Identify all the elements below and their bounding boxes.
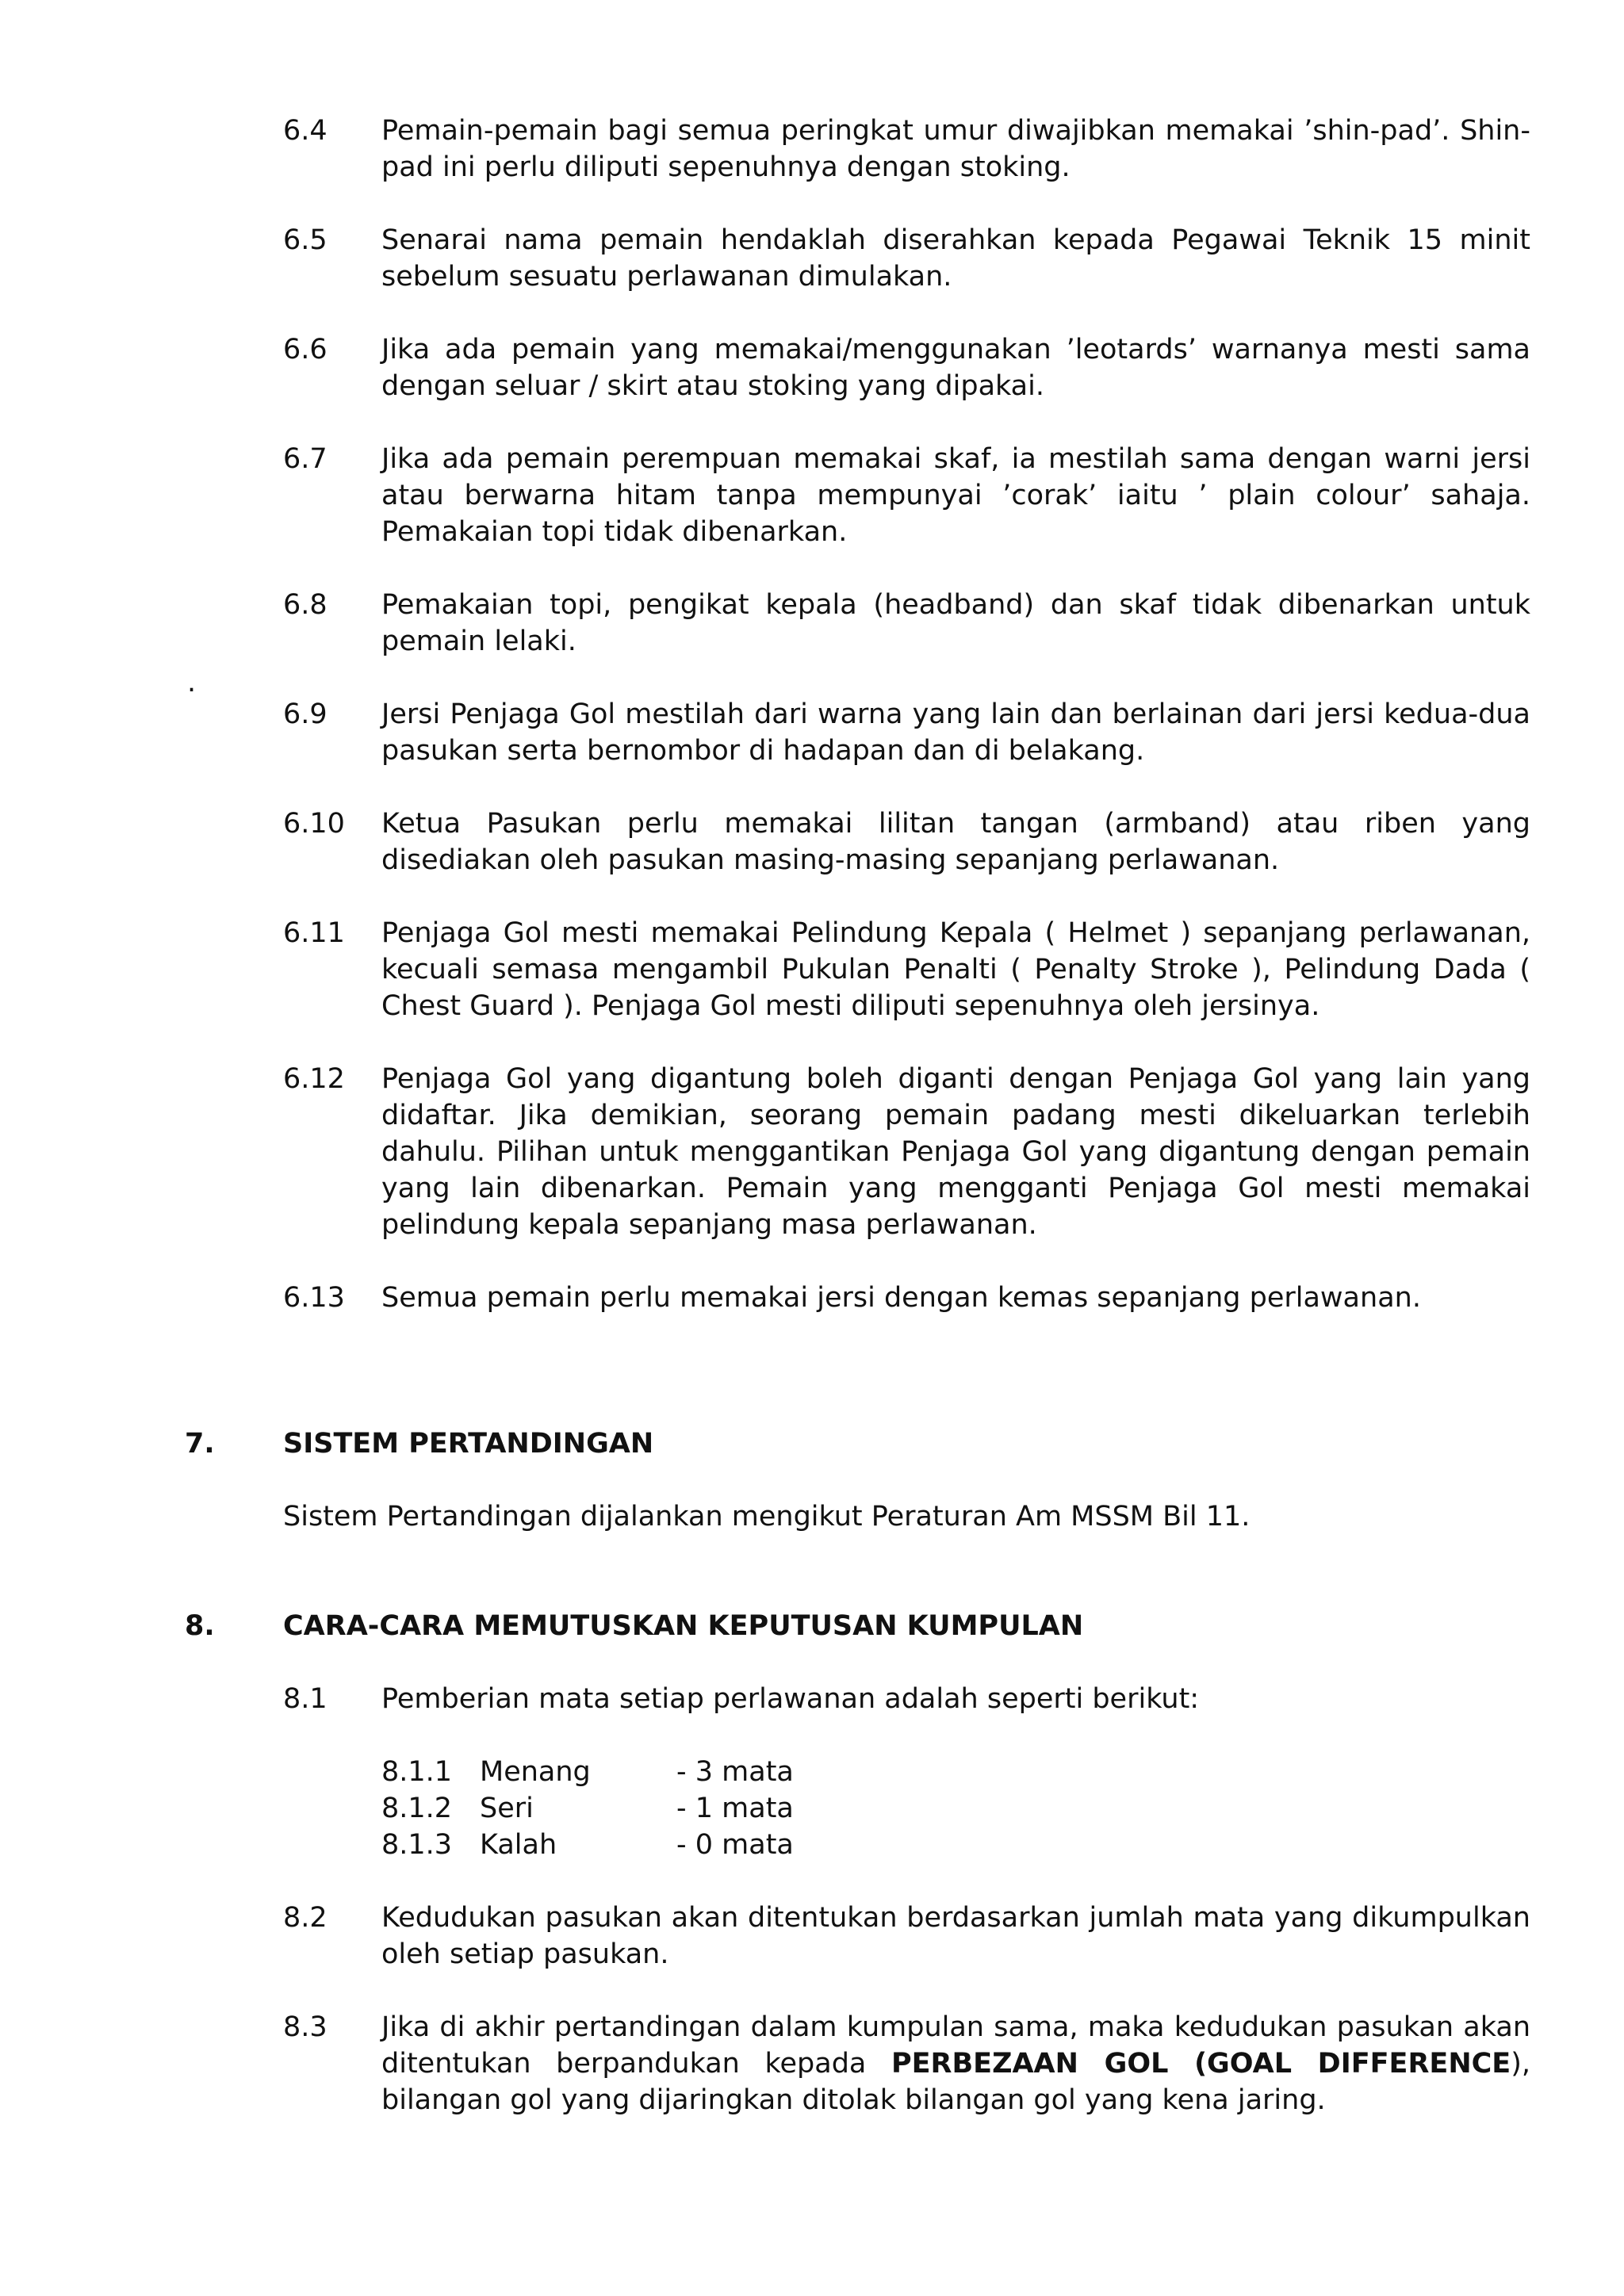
item-text: Kedudukan pasukan akan ditentukan berdasarkan jumlah mata yang dikumpulkan oleh setiap pasukan. <box>381 1902 1530 1970</box>
rule-item-6-10 <box>283 806 1530 878</box>
points-value: - 0 mata <box>676 1829 794 1861</box>
item-number: 6.13 <box>283 1282 345 1314</box>
item-text: Semua pemain perlu memakai jersi dengan kemas sepanjang perlawanan. <box>381 1282 1421 1314</box>
item-number: 6.12 <box>283 1063 345 1095</box>
item-text: Senarai nama pemain hendaklah diserahkan kepada Pegawai Teknik 15 minit sebelum sesuatu perlawanan dimulakan. <box>381 224 1530 293</box>
rule-item-8-3 <box>283 2009 1530 2118</box>
rule-item-6-4 <box>283 113 1530 186</box>
points-label: Kalah <box>480 1829 557 1861</box>
section-number: 8. <box>185 1610 215 1642</box>
item-number: 8.3 <box>283 2011 327 2043</box>
rule-item-6-8 <box>283 587 1530 660</box>
points-label: Seri <box>480 1793 534 1824</box>
points-value: - 1 mata <box>676 1793 794 1824</box>
item-number: 6.8 <box>283 589 327 621</box>
rule-item-6-13 <box>283 1280 1530 1316</box>
section-7-body: Sistem Pertandingan dijalankan mengikut Peraturan Am MSSM Bil 11. <box>283 1501 1251 1533</box>
item-text: Jersi Penjaga Gol mestilah dari warna yang lain dan berlainan dari jersi kedua-dua pasukan serta bernombor di hadapan dan di belakang. <box>381 698 1530 767</box>
item-text: Penjaga Gol yang digantung boleh diganti dengan Penjaga Gol yang lain yang didaftar. Jika demikian, seorang pemain padang mesti dikeluarkan terlebih dahulu. Pilihan untuk menggantikan Penjaga Gol yang digantung dengan pemain yang lain dibenarkan. Pemain yang mengganti Penjaga Gol mesti memakai pelindung kepala sepanjang masa perlawanan. <box>381 1063 1530 1241</box>
stray-dot: . <box>187 667 197 698</box>
section-title: CARA-CARA MEMUTUSKAN KEPUTUSAN KUMPULAN <box>283 1610 1084 1642</box>
section-title: SISTEM PERTANDINGAN <box>283 1428 654 1460</box>
item-number: 8.2 <box>283 1902 327 1934</box>
item-text: Jika ada pemain yang memakai/menggunakan ’leotards’ warnanya mesti sama dengan seluar / skirt atau stoking yang dipakai. <box>381 334 1530 402</box>
item-text: Penjaga Gol mesti memakai Pelindung Kepala ( Helmet ) sepanjang perlawanan, kecuali semasa mengambil Pukulan Penalti ( Penalty Stroke ), Pelindung Dada ( Chest Guard ). Penjaga Gol mesti diliputi sepenuhnya oleh jersinya. <box>381 917 1530 1022</box>
rule-item-8-1 <box>283 1681 1530 1717</box>
item-text-after: ), bilangan gol yang dijaringkan ditolak bilangan gol yang kena jaring. <box>381 2048 1530 2116</box>
rule-item-6-6 <box>283 331 1530 404</box>
rule-item-6-11 <box>283 915 1530 1024</box>
item-number: 8.1 <box>283 1683 327 1715</box>
item-number: 6.5 <box>283 224 327 256</box>
item-text <box>381 2009 1530 2118</box>
item-text: Jika ada pemain perempuan memakai skaf, ia mestilah sama dengan warni jersi atau berwarna hitam tanpa mempunyai ’corak’ iaitu ’ plain colour’ sahaja. Pemakaian topi tidak dibenarkan. <box>381 443 1530 548</box>
item-text: Ketua Pasukan perlu memakai lilitan tangan (armband) atau riben yang disediakan oleh pasukan masing-masing sepanjang perlawanan. <box>381 808 1530 876</box>
points-number: 8.1.1 <box>381 1756 453 1788</box>
rule-item-8-2 <box>283 1900 1530 1973</box>
item-text: Pemberian mata setiap perlawanan adalah seperti berikut: <box>381 1683 1200 1715</box>
item-number: 6.9 <box>283 698 327 730</box>
rule-item-6-5 <box>283 222 1530 295</box>
item-text: Pemain-pemain bagi semua peringkat umur diwajibkan memakai ’shin-pad’. Shin-pad ini perlu diliputi sepenuhnya dengan stoking. <box>381 115 1530 183</box>
points-value: - 3 mata <box>676 1756 794 1788</box>
item-number: 6.10 <box>283 808 345 840</box>
points-number: 8.1.2 <box>381 1793 453 1824</box>
item-number: 6.6 <box>283 334 327 365</box>
item-number: 6.4 <box>283 115 327 147</box>
item-text: Pemakaian topi, pengikat kepala (headband) dan skaf tidak dibenarkan untuk pemain lelaki. <box>381 589 1530 657</box>
points-number: 8.1.3 <box>381 1829 453 1861</box>
item-text-before: Jika di akhir pertandingan dalam kumpulan sama, maka kedudukan pasukan akan ditentukan berpandukan kepada <box>381 2011 1530 2080</box>
item-number: 6.11 <box>283 917 345 949</box>
rule-item-6-9 <box>283 696 1530 769</box>
item-text-bold: PERBEZAAN GOL (GOAL DIFFERENCE <box>891 2048 1511 2080</box>
section-number: 7. <box>185 1428 215 1460</box>
points-label: Menang <box>480 1756 591 1788</box>
rule-item-6-12 <box>283 1061 1530 1243</box>
item-number: 6.7 <box>283 443 327 475</box>
rule-item-6-7 <box>283 441 1530 550</box>
